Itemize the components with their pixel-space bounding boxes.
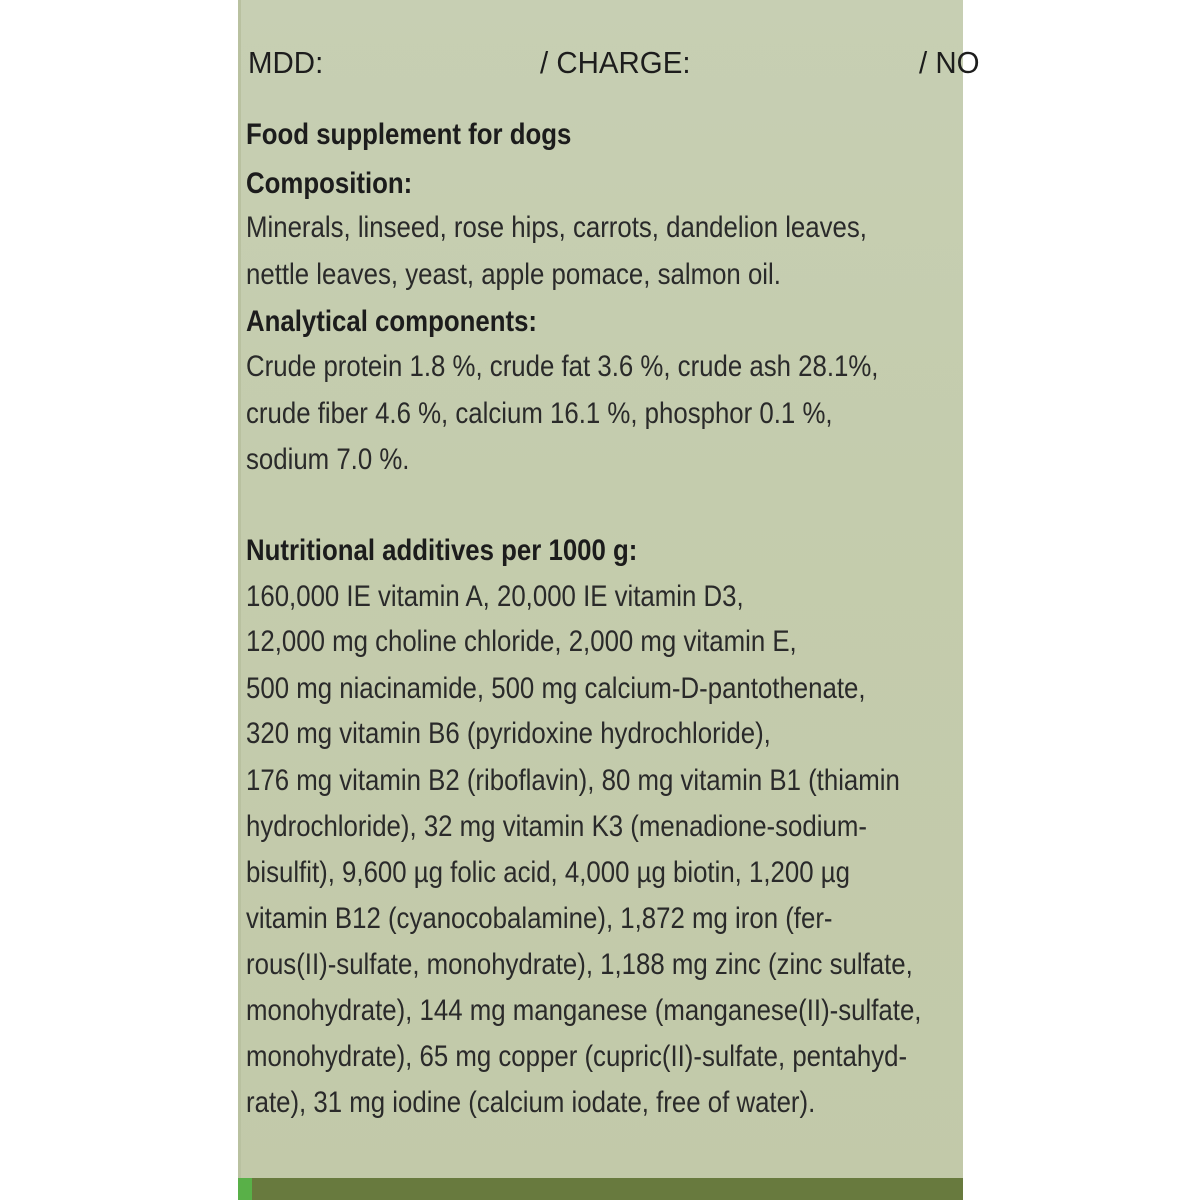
panel-edge [238,0,241,1200]
additives-line: rous(II)-sulfate, monohydrate), 1,188 mg zinc (zinc sulfate, [246,948,913,981]
additives-line: 160,000 IE vitamin A, 20,000 IE vitamin D3, [246,580,744,613]
additives-line: vitamin B12 (cyanocobalamine), 1,872 mg iron (fer- [246,902,833,935]
charge-label: / CHARGE: [540,45,691,80]
additives-line: 176 mg vitamin B2 (riboflavin), 80 mg vitamin B1 (thiamin [246,764,900,797]
additives-line: 320 mg vitamin B6 (pyridoxine hydrochloride), [246,717,771,750]
mdd-label: MDD: [248,45,324,80]
additives-heading: Nutritional additives per 1000 g: [246,534,638,567]
composition-line: Minerals, linseed, rose hips, carrots, dandelion leaves, [246,211,867,244]
additives-line: rate), 31 mg iodine (calcium iodate, free of water). [246,1086,816,1119]
additives-line: monohydrate), 65 mg copper (cupric(II)-sulfate, pentahyd- [246,1040,908,1073]
analytical-line: sodium 7.0 %. [246,443,410,476]
composition-line: nettle leaves, yeast, apple pomace, salmon oil. [246,258,781,291]
additives-line: hydrochloride), 32 mg vitamin K3 (menadione-sodium- [246,810,867,843]
additives-line: bisulfit), 9,600 µg folic acid, 4,000 µg biotin, 1,200 µg [246,856,850,889]
no-label: / NO [919,45,980,80]
composition-heading: Composition: [246,167,413,200]
analytical-line: Crude protein 1.8 %, crude fat 3.6 %, crude ash 28.1%, [246,350,879,383]
analytical-heading: Analytical components: [246,305,538,338]
additives-line: monohydrate), 144 mg manganese (manganese(II)-sulfate, [246,994,922,1027]
analytical-line: crude fiber 4.6 %, calcium 16.1 %, phosphor 0.1 %, [246,397,833,430]
additives-line: 500 mg niacinamide, 500 mg calcium-D-pantothenate, [246,672,866,705]
product-heading: Food supplement for dogs [246,118,572,151]
olive-band [252,1178,963,1200]
additives-line: 12,000 mg choline chloride, 2,000 mg vitamin E, [246,625,797,658]
